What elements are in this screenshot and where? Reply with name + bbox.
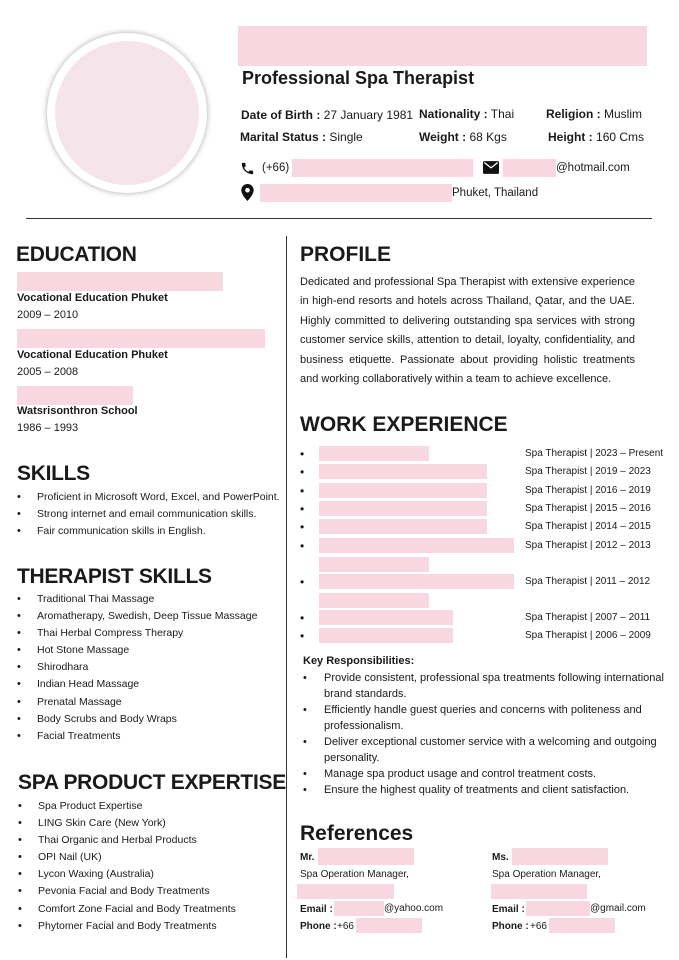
reference-company-redaction (297, 884, 394, 899)
email-suffix: @hotmail.com (556, 162, 630, 174)
job-row (300, 611, 664, 627)
reference-email-redaction (526, 901, 590, 916)
weight-field (419, 130, 507, 144)
skills-list (17, 489, 280, 540)
list-item: • Hot Stone Massage (17, 642, 257, 659)
profile-heading: PROFILE (300, 243, 392, 266)
height-value: 160 Cms (596, 130, 645, 144)
education-heading: EDUCATION (16, 243, 137, 266)
list-item: • Deliver exceptional customer service with a welcoming and outgoing personality. (303, 734, 671, 766)
work-heading: WORK EXPERIENCE (300, 413, 508, 436)
list-item: • Shirodhara (17, 659, 257, 676)
marital-field (240, 130, 363, 144)
nationality-label: Nationality : (419, 107, 488, 121)
location-pin-icon (241, 184, 254, 201)
education-years: 2009 – 2010 (17, 309, 79, 321)
religion-value: Muslim (604, 107, 643, 121)
header-divider (26, 218, 652, 219)
address-redaction (260, 184, 452, 202)
religion-label: Religion : (546, 107, 601, 121)
reference-phone-prefix: +66 (337, 921, 354, 932)
dob-value: 27 January 1981 (323, 108, 414, 122)
reference-email-redaction (334, 901, 384, 916)
references-heading: References (300, 822, 414, 845)
bullet: • (300, 502, 305, 516)
list-item: • Ensure the highest quality of treatments and client satisfaction. (303, 782, 671, 798)
profile-text: Dedicated and professional Spa Therapist with extensive experience in high-end resorts and hotels across Thailand, Qatar, and the UAE. Highly committed to delivering outstanding spa services with strong customer service skills, attention to detail, loyalty, confidentiality, and business etiquette. Passionate about providing holistic treatments and working collaboratively within a team to achieve excellence. (300, 276, 635, 386)
address-suffix: Phuket, Thailand (452, 187, 539, 199)
list-item: • Thai Organic and Herbal Products (18, 832, 236, 849)
column-divider (286, 236, 287, 958)
list-item: • Prenatal Massage (17, 694, 257, 711)
employer-redaction (319, 538, 514, 553)
responsibilities-title: Key Responsibilities: (303, 655, 415, 667)
reference-phone-label: Phone : (492, 921, 529, 932)
list-item: • Provide consistent, professional spa treatments following international brand standards. (303, 670, 671, 702)
bullet: • (300, 520, 305, 534)
list-item: • Proficient in Microsoft Word, Excel, and PowerPoint. (17, 489, 280, 506)
weight-value: 68 Kgs (469, 130, 507, 144)
reference-phone-prefix: +66 (530, 921, 547, 932)
therapist-skills-list (17, 591, 257, 745)
job-title-years: Spa Therapist | 2015 – 2016 (525, 503, 651, 514)
reference-phone-redaction (356, 918, 422, 933)
employer-redaction (319, 610, 453, 625)
skills-heading: SKILLS (17, 462, 90, 485)
list-item: • Lycon Waxing (Australia) (18, 866, 236, 883)
job-title-years: Spa Therapist | 2012 – 2013 (525, 540, 651, 551)
employer-redaction (319, 519, 487, 534)
name-redaction (238, 26, 647, 66)
bullet: • (300, 629, 305, 643)
employer-redaction (319, 574, 514, 589)
employer-redaction (319, 628, 453, 643)
job-title-years: Spa Therapist | 2016 – 2019 (525, 485, 651, 496)
list-item: • Efficiently handle guest queries and concerns with politeness and professionalism. (303, 702, 671, 734)
list-item: • Body Scrubs and Body Wraps (17, 711, 257, 728)
list-item: • OPI Nail (UK) (18, 849, 236, 866)
employer-location-redaction (319, 557, 429, 572)
bullet: • (300, 465, 305, 479)
list-item: • Thai Herbal Compress Therapy (17, 625, 257, 642)
job-row (300, 575, 664, 591)
job-title-years: Spa Therapist | 2007 – 2011 (525, 612, 651, 623)
employer-redaction (319, 464, 487, 479)
reference-phone-label: Phone : (300, 921, 337, 932)
job-title-years: Spa Therapist | 2014 – 2015 (525, 521, 651, 532)
list-item: • Phytomer Facial and Body Treatments (18, 918, 236, 935)
employer-redaction (319, 446, 429, 461)
religion-field (546, 107, 642, 121)
job-row (300, 520, 664, 536)
height-field (548, 130, 644, 144)
bullet: • (300, 447, 305, 461)
list-item: • Traditional Thai Massage (17, 591, 257, 608)
education-degree-redaction (17, 329, 265, 348)
profile-photo-placeholder (55, 41, 199, 185)
dob-field (241, 108, 413, 122)
reference-email-suffix: @yahoo.com (384, 903, 444, 914)
marital-label: Marital Status : (240, 130, 327, 144)
reference-role: Spa Operation Manager, (300, 869, 409, 880)
dob-label: Date of Birth : (241, 108, 321, 122)
reference-email-label: Email : (492, 904, 525, 915)
list-item: • Indian Head Massage (17, 676, 257, 693)
reference-name-redaction (318, 848, 414, 865)
therapist-skills-heading: THERAPIST SKILLS (17, 565, 212, 588)
height-label: Height : (548, 130, 593, 144)
job-row (300, 447, 664, 463)
education-years: 1986 – 1993 (17, 422, 79, 434)
list-item: • Fair communication skills in English. (17, 523, 280, 540)
education-school: Watsrisonthron School (17, 405, 138, 417)
employer-redaction (319, 483, 487, 498)
job-row (300, 539, 664, 555)
phone-prefix: (+66) (262, 162, 290, 174)
list-item: • Aromatherapy, Swedish, Deep Tissue Massage (17, 608, 257, 625)
job-title-years: Spa Therapist | 2006 – 2009 (525, 630, 651, 641)
education-school: Vocational Education Phuket (17, 292, 168, 304)
list-item: • Pevonia Facial and Body Treatments (18, 883, 236, 900)
phone-redaction (292, 159, 473, 177)
bullet: • (300, 484, 305, 498)
list-item: • Manage spa product usage and control treatment costs. (303, 766, 671, 782)
phone-icon (240, 161, 255, 176)
reference-name-redaction (512, 848, 608, 865)
reference-role: Spa Operation Manager, (492, 869, 601, 880)
nationality-value: Thai (490, 107, 515, 121)
nationality-field (419, 107, 514, 121)
bullet: • (300, 575, 305, 589)
reference-salutation: Ms. (492, 852, 509, 863)
job-row (300, 465, 664, 481)
list-item: • LING Skin Care (New York) (18, 815, 236, 832)
reference-email-suffix: @gmail.com (590, 903, 646, 914)
list-item: • Strong internet and email communication skills. (17, 506, 280, 523)
profile-photo-frame (47, 33, 207, 193)
job-row (300, 484, 664, 500)
education-degree-redaction (17, 386, 133, 405)
employer-location-redaction (319, 593, 429, 608)
reference-phone-redaction (549, 918, 615, 933)
bullet: • (300, 539, 305, 553)
spa-products-heading: SPA PRODUCT EXPERTISE (18, 771, 286, 794)
list-item: • Spa Product Expertise (18, 798, 236, 815)
email-redaction (503, 159, 556, 177)
education-years: 2005 – 2008 (17, 366, 79, 378)
list-item: • Comfort Zone Facial and Body Treatments (18, 901, 236, 918)
job-title-years: Spa Therapist | 2019 – 2023 (525, 466, 651, 477)
reference-salutation: Mr. (300, 852, 315, 863)
education-degree-redaction (17, 272, 223, 291)
reference-email-label: Email : (300, 904, 333, 915)
job-title-years: Spa Therapist | 2011 – 2012 (525, 576, 651, 587)
job-title: Professional Spa Therapist (242, 68, 475, 88)
mail-icon (483, 161, 499, 174)
spa-products-list (18, 798, 236, 935)
bullet: • (300, 611, 305, 625)
responsibilities-list (303, 670, 671, 798)
employer-redaction (319, 501, 487, 516)
reference-company-redaction (491, 884, 587, 899)
weight-label: Weight : (419, 130, 467, 144)
list-item: • Facial Treatments (17, 728, 257, 745)
job-row (300, 502, 664, 518)
job-row (300, 629, 664, 645)
marital-value: Single (329, 130, 363, 144)
education-school: Vocational Education Phuket (17, 349, 168, 361)
job-title-years: Spa Therapist | 2023 – Present (525, 448, 664, 459)
